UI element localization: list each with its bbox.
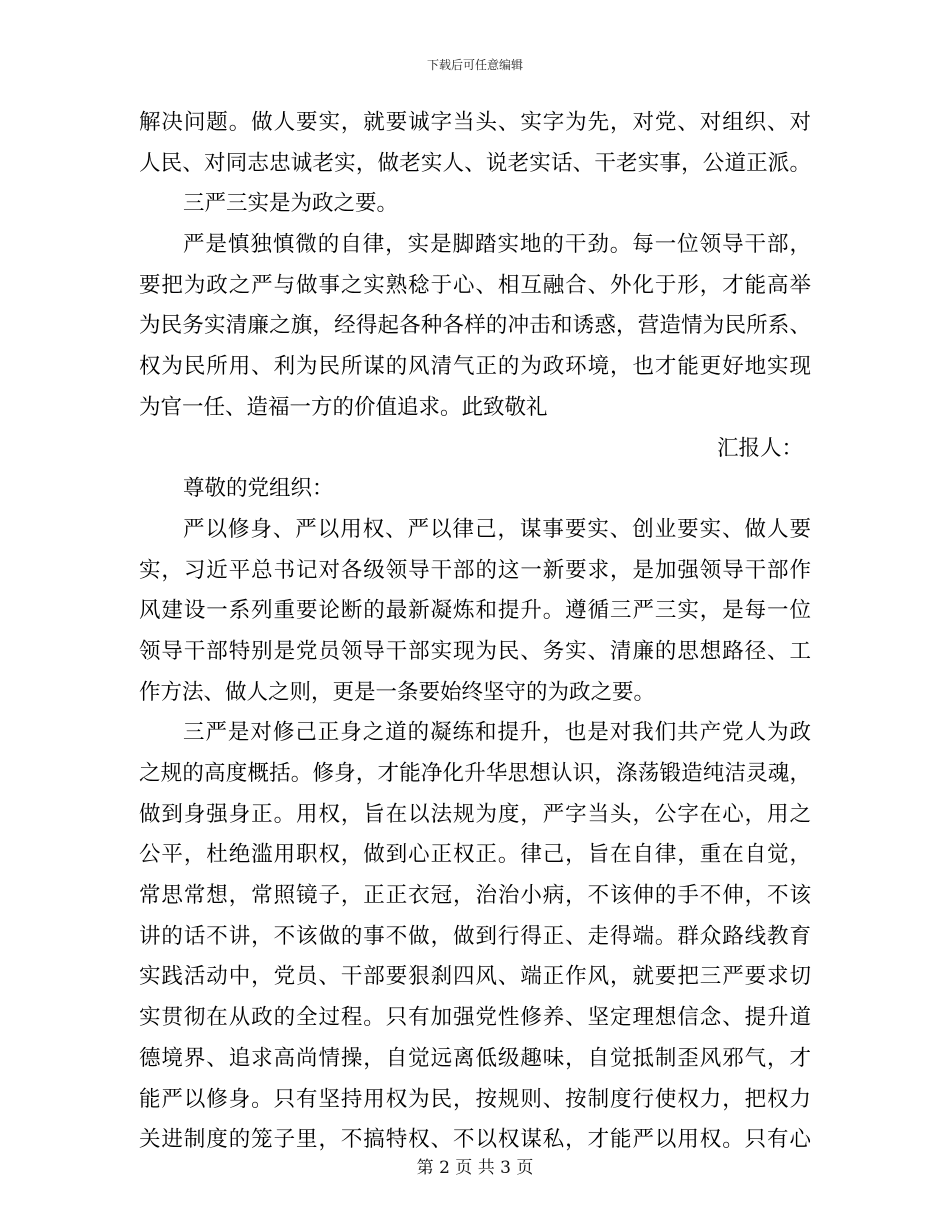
- body-line: 领导干部特别是党员领导干部实现为民、务实、清廉的思想路径、工: [139, 638, 811, 664]
- salutation: 尊敬的党组织：: [183, 476, 334, 502]
- body-line: 关进制度的笼子里，不搞特权、不以权谋私，才能严以用权。只有心: [139, 1127, 811, 1153]
- paragraph-heading: 三严三实是为政之要。: [183, 191, 399, 217]
- body-line: 讲的话不讲，不该做的事不做，做到行得正、走得端。群众路线教育: [139, 923, 811, 949]
- body-line: 权为民所用、利为民所谋的风清气正的为政环境，也才能更好地实现: [139, 354, 811, 380]
- body-line: 实践活动中，党员、干部要狠刹四风、端正作风，就要把三严要求切: [139, 964, 811, 990]
- body-line: 三严是对修己正身之道的凝练和提升，也是对我们共产党人为政: [183, 720, 811, 746]
- document-body: [139, 103, 811, 1161]
- body-line: 实，习近平总书记对各级领导干部的这一新要求，是加强领导干部作: [139, 557, 811, 583]
- page-header-note: 下载后可任意编辑: [426, 58, 523, 72]
- signature-line: 汇报人：: [716, 435, 803, 461]
- body-line: 德境界、追求高尚情操，自觉远离低级趣味，自觉抵制歪风邪气，才: [139, 1045, 811, 1071]
- body-line: 为民务实清廉之旗，经得起各种各样的冲击和诱惑，营造情为民所系、: [139, 313, 811, 339]
- body-line: 严以修身、严以用权、严以律己，谋事要实、创业要实、做人要: [183, 516, 811, 542]
- body-line: 风建设一系列重要论断的最新凝炼和提升。遵循三严三实，是每一位: [139, 598, 811, 624]
- body-line: 实贯彻在从政的全过程。只有加强党性修养、坚定理想信念、提升道: [139, 1005, 811, 1031]
- body-line: 作方法、做人之则，更是一条要始终坚守的为政之要。: [139, 679, 656, 705]
- body-line: 常思常想，常照镜子，正正衣冠，治治小病，不该伸的手不伸，不该: [139, 883, 811, 909]
- body-line: 严是慎独慎微的自律，实是脚踏实地的干劲。每一位领导干部，: [183, 232, 811, 258]
- body-line: 要把为政之严与做事之实熟稔于心、相互融合、外化于形，才能高举: [139, 272, 811, 298]
- body-line: 能严以修身。只有坚持用权为民，按规则、按制度行使权力，把权力: [139, 1086, 811, 1112]
- page-number: 第 2 页 共 3 页: [416, 1158, 534, 1178]
- body-line: 之规的高度概括。修身，才能净化升华思想认识，涤荡锻造纯洁灵魂，: [139, 761, 811, 786]
- body-line: 为官一任、造福一方的价值追求。此致敬礼: [139, 394, 548, 420]
- body-line: 做到身强身正。用权，旨在以法规为度，严字当头，公字在心，用之: [139, 801, 811, 827]
- body-line: 解决问题。做人要实，就要诚字当头、实字为先，对党、对组织、对: [139, 110, 811, 135]
- body-line: 人民、对同志忠诚老实，做老实人、说老实话、干老实事，公道正派。: [139, 150, 811, 176]
- body-line: 公平，杜绝滥用职权，做到心正权正。律己，旨在自律，重在自觉，: [139, 842, 811, 868]
